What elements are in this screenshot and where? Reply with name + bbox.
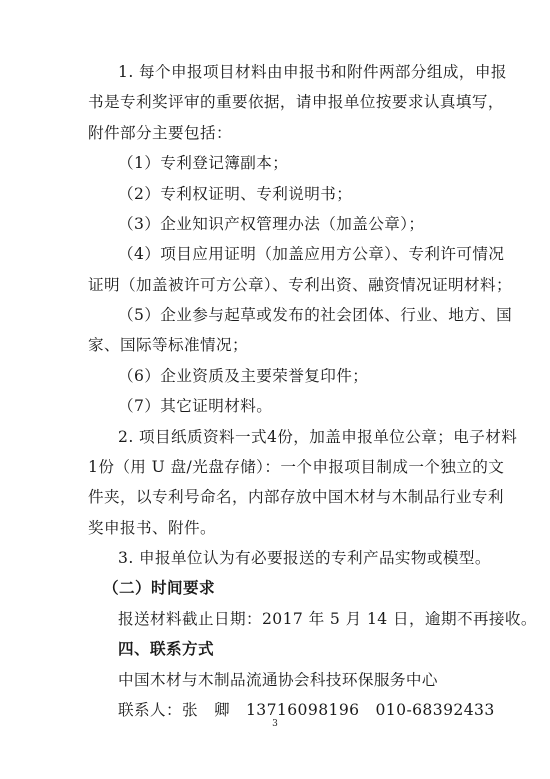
text-line: 1份（用 U 盘/光盘存储）：一个申报项目制成一个独立的文 xyxy=(88,458,505,476)
text-line: 书是专利奖评审的重要依据，请申报单位按要求认真填写， xyxy=(88,93,504,111)
text-line: （2）专利权证明、专利说明书； xyxy=(118,185,353,203)
text-line: （1）专利登记簿副本； xyxy=(118,154,289,172)
text-line: （4）项目应用证明（加盖应用方公章）、专利许可情况 xyxy=(118,245,505,263)
text-line: 联系人：张 卿 13716098196 010-68392433 xyxy=(118,701,495,719)
text-line: 2. 项目纸质资料一式4份，加盖申报单位公章；电子材料 xyxy=(118,428,518,446)
text-line: 证明（加盖被许可方公章）、专利出资、融资情况证明材料； xyxy=(88,276,513,294)
text-line: 件夹，以专利号命名，内部存放中国木材与木制品行业专利 xyxy=(88,488,504,506)
text-line: 中国木材与木制品流通协会科技环保服务中心 xyxy=(118,671,438,689)
section-heading: 四、联系方式 xyxy=(118,640,214,658)
text-line: （7）其它证明材料。 xyxy=(118,397,273,415)
text-line: 1. 每个申报项目材料由申报书和附件两部分组成，申报 xyxy=(118,63,507,81)
text-line: 奖申报书、附件。 xyxy=(88,519,216,537)
text-line: 报送材料截止日期：2017 年 5 月 14 日，逾期不再接收。 xyxy=(118,610,537,628)
page-number: 3 xyxy=(272,719,278,729)
text-line: 附件部分主要包括： xyxy=(88,124,232,142)
section-heading: （二）时间要求 xyxy=(103,579,215,597)
text-line: （5）企业参与起草或发布的社会团体、行业、地方、国 xyxy=(118,306,513,324)
text-line: 3. 申报单位认为有必要报送的专利产品实物或模型。 xyxy=(118,549,491,567)
text-line: （3）企业知识产权管理办法（加盖公章）； xyxy=(118,215,425,233)
text-line: 家、国际等标准情况； xyxy=(88,336,248,354)
text-line: （6）企业资质及主要荣誉复印件； xyxy=(118,367,369,385)
